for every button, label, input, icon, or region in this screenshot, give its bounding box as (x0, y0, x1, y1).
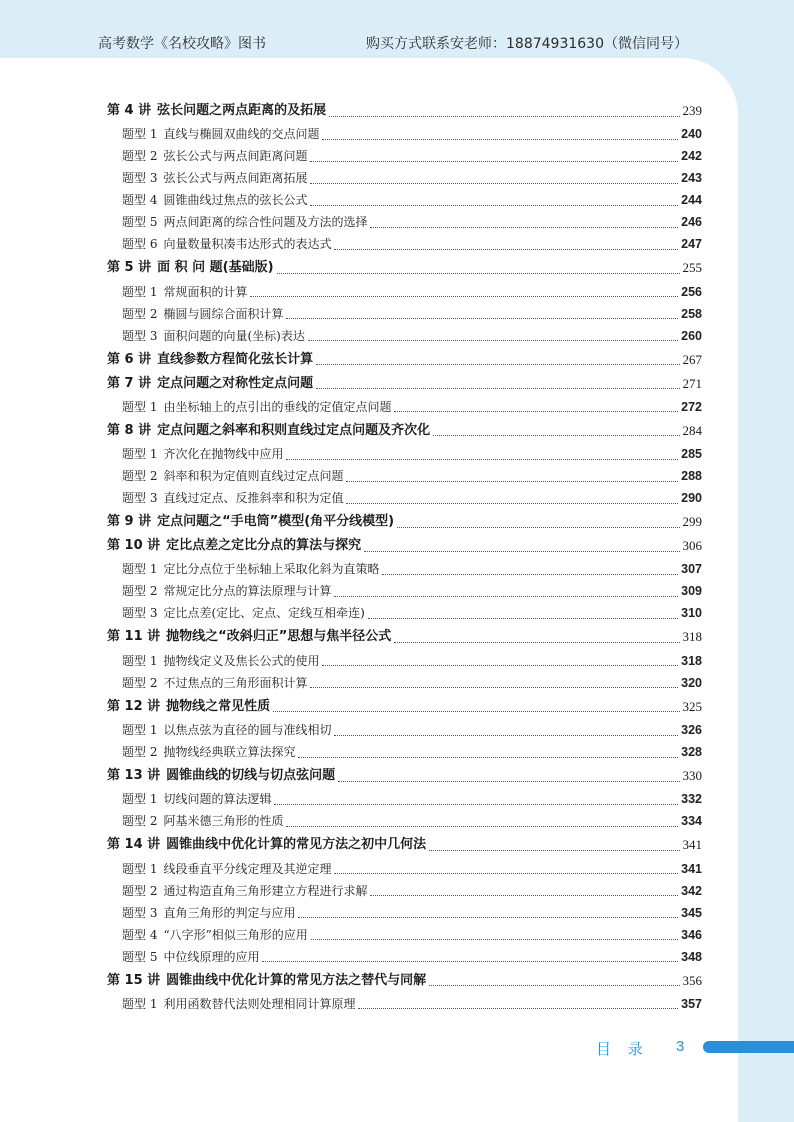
toc-entry-page: 240 (681, 127, 702, 142)
toc-dot-leader (394, 411, 678, 412)
toc-entry-label: 题型 4 (122, 193, 158, 208)
toc-entry-title: 面 积 问 题(基础版) (157, 260, 274, 276)
toc-entry-title: 弦长问题之两点距离的及拓展 (157, 103, 327, 118)
toc-entry-label: 第 12 讲 (107, 698, 161, 714)
toc-entry-page: 318 (682, 629, 702, 645)
toc-dot-leader (286, 459, 678, 460)
toc-entry-page: 299 (682, 514, 702, 530)
toc-topic-item (107, 167, 702, 189)
toc-dot-leader (322, 139, 678, 140)
toc-entry-page: 244 (681, 193, 702, 208)
toc-entry-page: 332 (681, 792, 702, 807)
toc-entry-label: 题型 1 (122, 284, 158, 299)
toc-dot-leader (311, 939, 678, 940)
toc-entry-page: 318 (681, 653, 702, 668)
toc-topic-item (107, 233, 702, 255)
table-of-contents (107, 100, 702, 1015)
toc-entry-label: 题型 2 (122, 745, 158, 760)
toc-entry-title: 两点间距离的综合性问题及方法的选择 (163, 215, 368, 230)
toc-entry-title: 抛物线定义及焦长公式的使用 (163, 653, 320, 668)
toc-dot-leader (310, 687, 678, 688)
toc-dot-leader (358, 1008, 678, 1009)
toc-topic-item (107, 303, 702, 325)
toc-entry-title: 由坐标轴上的点引出的垂线的定值定点问题 (163, 399, 392, 414)
toc-topic-item (107, 465, 702, 487)
toc-topic-item (107, 443, 702, 465)
toc-entry-label: 第 11 讲 (107, 629, 161, 645)
toc-topic-item (107, 602, 702, 624)
toc-topic-item (107, 924, 702, 946)
toc-dot-leader (334, 735, 678, 736)
toc-entry-title: 椭圆与圆综合面积计算 (163, 306, 284, 321)
toc-entry-title: 齐次化在抛物线中应用 (163, 447, 284, 462)
toc-dot-leader (382, 574, 678, 575)
toc-entry-title: 圆锥曲线过焦点的弦长公式 (163, 193, 308, 208)
toc-entry-title: 直线参数方程简化弦长计算 (157, 351, 314, 367)
toc-entry-label: 题型 1 (122, 792, 158, 807)
toc-entry-title: 利用函数替代法则处理相同计算原理 (163, 996, 356, 1011)
toc-entry-page: 267 (682, 351, 702, 367)
toc-entry-page: 242 (681, 149, 702, 164)
toc-entry-page: 246 (681, 215, 702, 230)
toc-entry-label: 题型 3 (122, 905, 158, 920)
toc-entry-title: 中位线原理的应用 (163, 949, 260, 964)
toc-entry-label: 题型 3 (122, 606, 158, 621)
toc-entry-page: 357 (681, 996, 702, 1011)
toc-entry-title: 不过焦点的三角形面积计算 (163, 675, 308, 690)
toc-entry-title: 阿基米德三角形的性质 (163, 814, 284, 829)
toc-dot-leader (308, 340, 678, 341)
toc-entry-label: 第 9 讲 (107, 514, 152, 530)
toc-entry-title: 弦长公式与两点间距离拓展 (163, 171, 308, 186)
toc-entry-label: 题型 2 (122, 306, 158, 321)
toc-entry-title: 直线与椭圆双曲线的交点问题 (163, 127, 320, 142)
toc-entry-label: 题型 6 (122, 237, 158, 252)
toc-entry-label: 题型 1 (122, 399, 158, 414)
toc-dot-leader (310, 183, 678, 184)
toc-entry-title: 通过构造直角三角形建立方程进行求解 (163, 883, 368, 898)
toc-entry-label: 题型 1 (122, 447, 158, 462)
toc-entry-label: 题型 2 (122, 469, 158, 484)
toc-dot-leader (277, 273, 680, 274)
toc-dot-leader (298, 917, 678, 918)
toc-entry-title: 面积问题的向量(坐标)表达 (163, 328, 305, 343)
toc-entry-page: 328 (681, 745, 702, 760)
toc-entry-page: 309 (681, 584, 702, 599)
toc-entry-label: 题型 5 (122, 949, 158, 964)
toc-entry-page: 330 (682, 768, 702, 784)
toc-dot-leader (262, 961, 678, 962)
toc-entry-page: 247 (681, 237, 702, 252)
toc-entry-label: 第 6 讲 (107, 351, 152, 367)
toc-entry-page: 325 (682, 698, 702, 714)
toc-entry-page: 348 (681, 949, 702, 964)
toc-entry-title: “八字形”相似三角形的应用 (163, 927, 308, 942)
toc-entry-page: 346 (681, 927, 702, 942)
toc-entry-title: 圆锥曲线中优化计算的常见方法之初中几何法 (166, 837, 427, 853)
toc-topic-item (107, 810, 702, 832)
toc-topic-item (107, 993, 702, 1015)
toc-entry-page: 341 (681, 861, 702, 876)
toc-topic-item (107, 281, 702, 303)
toc-lecture-heading (107, 535, 702, 557)
toc-lecture-heading (107, 834, 702, 856)
toc-entry-label: 第 13 讲 (107, 768, 161, 784)
toc-entry-title: 以焦点弦为直径的圆与准线相切 (163, 723, 332, 738)
toc-dot-leader (397, 527, 679, 528)
toc-topic-item (107, 487, 702, 509)
toc-dot-leader (334, 596, 678, 597)
toc-topic-item (107, 858, 702, 880)
toc-entry-page: 239 (682, 103, 702, 118)
toc-entry-label: 第 7 讲 (107, 375, 152, 391)
toc-entry-label: 题型 2 (122, 675, 158, 690)
toc-dot-leader (310, 205, 678, 206)
toc-entry-title: 定点问题之对称性定点问题 (157, 375, 314, 391)
footer-section-title: 目 录 (596, 1040, 649, 1058)
toc-topic-item (107, 580, 702, 602)
toc-entry-label: 题型 1 (122, 653, 158, 668)
toc-entry-title: 弦长公式与两点间距离问题 (163, 149, 308, 164)
toc-lecture-heading (107, 970, 702, 992)
toc-entry-label: 第 5 讲 (107, 260, 152, 276)
toc-entry-label: 题型 1 (122, 723, 158, 738)
toc-entry-page: 342 (681, 883, 702, 898)
toc-entry-page: 334 (681, 814, 702, 829)
toc-entry-title: 斜率和积为定值则直线过定点问题 (163, 469, 344, 484)
toc-lecture-heading (107, 373, 702, 395)
toc-entry-page: 326 (681, 723, 702, 738)
toc-entry-label: 题型 5 (122, 215, 158, 230)
toc-entry-page: 271 (682, 375, 702, 391)
toc-dot-leader (334, 249, 678, 250)
toc-entry-page: 285 (681, 447, 702, 462)
toc-entry-page: 345 (681, 905, 702, 920)
toc-topic-item (107, 145, 702, 167)
toc-entry-label: 题型 2 (122, 883, 158, 898)
toc-entry-label: 题型 3 (122, 491, 158, 506)
toc-entry-title: 定点问题之斜率和积则直线过定点问题及齐次化 (157, 422, 431, 438)
toc-entry-label: 题型 2 (122, 814, 158, 829)
toc-dot-leader (274, 804, 678, 805)
toc-dot-leader (433, 435, 679, 436)
toc-entry-title: 圆锥曲线中优化计算的常见方法之替代与同解 (166, 972, 427, 988)
toc-entry-page: 255 (682, 260, 702, 276)
toc-dot-leader (286, 826, 678, 827)
toc-dot-leader (368, 618, 678, 619)
header-contact-info: 购买方式联系安老师：18874931630（微信同号） (366, 36, 688, 52)
toc-entry-title: 定比分点位于坐标轴上采取化斜为直策略 (163, 562, 380, 577)
toc-entry-label: 题型 2 (122, 149, 158, 164)
toc-topic-item (107, 741, 702, 763)
toc-entry-label: 题型 3 (122, 171, 158, 186)
toc-entry-page: 307 (681, 562, 702, 577)
toc-entry-title: 抛物线经典联立算法探究 (163, 745, 296, 760)
toc-topic-item (107, 880, 702, 902)
toc-entry-label: 题型 1 (122, 861, 158, 876)
toc-entry-page: 258 (681, 306, 702, 321)
toc-entry-label: 题型 1 (122, 127, 158, 142)
toc-dot-leader (316, 364, 679, 365)
toc-topic-item (107, 211, 702, 233)
toc-dot-leader (298, 757, 678, 758)
toc-entry-page: 310 (681, 606, 702, 621)
toc-entry-page: 272 (681, 399, 702, 414)
toc-topic-item (107, 719, 702, 741)
toc-entry-label: 第 10 讲 (107, 538, 161, 554)
toc-entry-page: 243 (681, 171, 702, 186)
toc-entry-title: 切线问题的算法逻辑 (163, 792, 272, 807)
toc-lecture-heading (107, 765, 702, 787)
toc-dot-leader (310, 161, 678, 162)
toc-topic-item (107, 902, 702, 924)
toc-entry-page: 356 (682, 972, 702, 988)
toc-entry-title: 直线过定点、反推斜率和积为定值 (163, 491, 344, 506)
toc-entry-title: 线段垂直平分线定理及其逆定理 (163, 861, 332, 876)
toc-topic-item (107, 946, 702, 968)
toc-dot-leader (346, 503, 678, 504)
toc-entry-title: 定点问题之“手电筒”模型(角平分线模型) (157, 514, 395, 530)
toc-dot-leader (370, 895, 678, 896)
toc-dot-leader (316, 388, 679, 389)
toc-topic-item (107, 558, 702, 580)
toc-entry-page: 260 (681, 328, 702, 343)
toc-dot-leader (394, 642, 679, 643)
toc-topic-item (107, 325, 702, 347)
toc-lecture-heading (107, 100, 702, 122)
footer-page-number: 3 (676, 1038, 685, 1055)
toc-entry-title: 抛物线之“改斜归正”思想与焦半径公式 (166, 629, 392, 645)
toc-entry-label: 题型 1 (122, 996, 158, 1011)
toc-entry-page: 290 (681, 491, 702, 506)
toc-entry-label: 第 14 讲 (107, 837, 161, 853)
toc-dot-leader (273, 711, 679, 712)
toc-dot-leader (329, 116, 679, 117)
toc-dot-leader (346, 481, 678, 482)
toc-topic-item (107, 672, 702, 694)
toc-dot-leader (338, 781, 679, 782)
toc-entry-page: 320 (681, 675, 702, 690)
toc-entry-label: 第 15 讲 (107, 972, 161, 988)
toc-entry-label: 题型 2 (122, 584, 158, 599)
toc-entry-page: 256 (681, 284, 702, 299)
toc-lecture-heading (107, 696, 702, 718)
toc-dot-leader (370, 227, 678, 228)
toc-entry-title: 抛物线之常见性质 (166, 698, 271, 714)
toc-entry-page: 284 (682, 422, 702, 438)
toc-lecture-heading (107, 257, 702, 279)
toc-entry-label: 题型 3 (122, 328, 158, 343)
toc-topic-item (107, 396, 702, 418)
toc-lecture-heading (107, 511, 702, 533)
toc-entry-title: 圆锥曲线的切线与切点弦问题 (166, 768, 336, 784)
toc-entry-title: 定比点差之定比分点的算法与探究 (166, 538, 362, 554)
toc-entry-title: 定比点差(定比、定点、定线互相牵连) (163, 606, 365, 621)
toc-entry-label: 题型 1 (122, 562, 158, 577)
toc-entry-title: 常规定比分点的算法原理与计算 (163, 584, 332, 599)
toc-dot-leader (334, 873, 678, 874)
toc-entry-title: 向量数量积凑韦达形式的表达式 (163, 237, 332, 252)
toc-entry-label: 第 4 讲 (107, 103, 152, 118)
toc-dot-leader (429, 850, 679, 851)
toc-dot-leader (429, 985, 679, 986)
toc-entry-page: 306 (682, 538, 702, 554)
toc-topic-item (107, 788, 702, 810)
toc-lecture-heading (107, 349, 702, 371)
header-book-title: 高考数学《名校攻略》图书 (98, 36, 266, 52)
toc-dot-leader (322, 665, 678, 666)
toc-dot-leader (286, 318, 678, 319)
toc-entry-title: 常规面积的计算 (163, 284, 248, 299)
toc-entry-page: 341 (682, 837, 702, 853)
toc-lecture-heading (107, 420, 702, 442)
toc-topic-item (107, 189, 702, 211)
footer-accent-bar (703, 1041, 794, 1053)
toc-dot-leader (364, 551, 679, 552)
toc-entry-label: 第 8 讲 (107, 422, 152, 438)
toc-dot-leader (250, 296, 678, 297)
toc-topic-item (107, 123, 702, 145)
toc-entry-title: 直角三角形的判定与应用 (163, 905, 296, 920)
toc-lecture-heading (107, 626, 702, 648)
toc-entry-label: 题型 4 (122, 927, 158, 942)
toc-topic-item (107, 650, 702, 672)
toc-entry-page: 288 (681, 469, 702, 484)
